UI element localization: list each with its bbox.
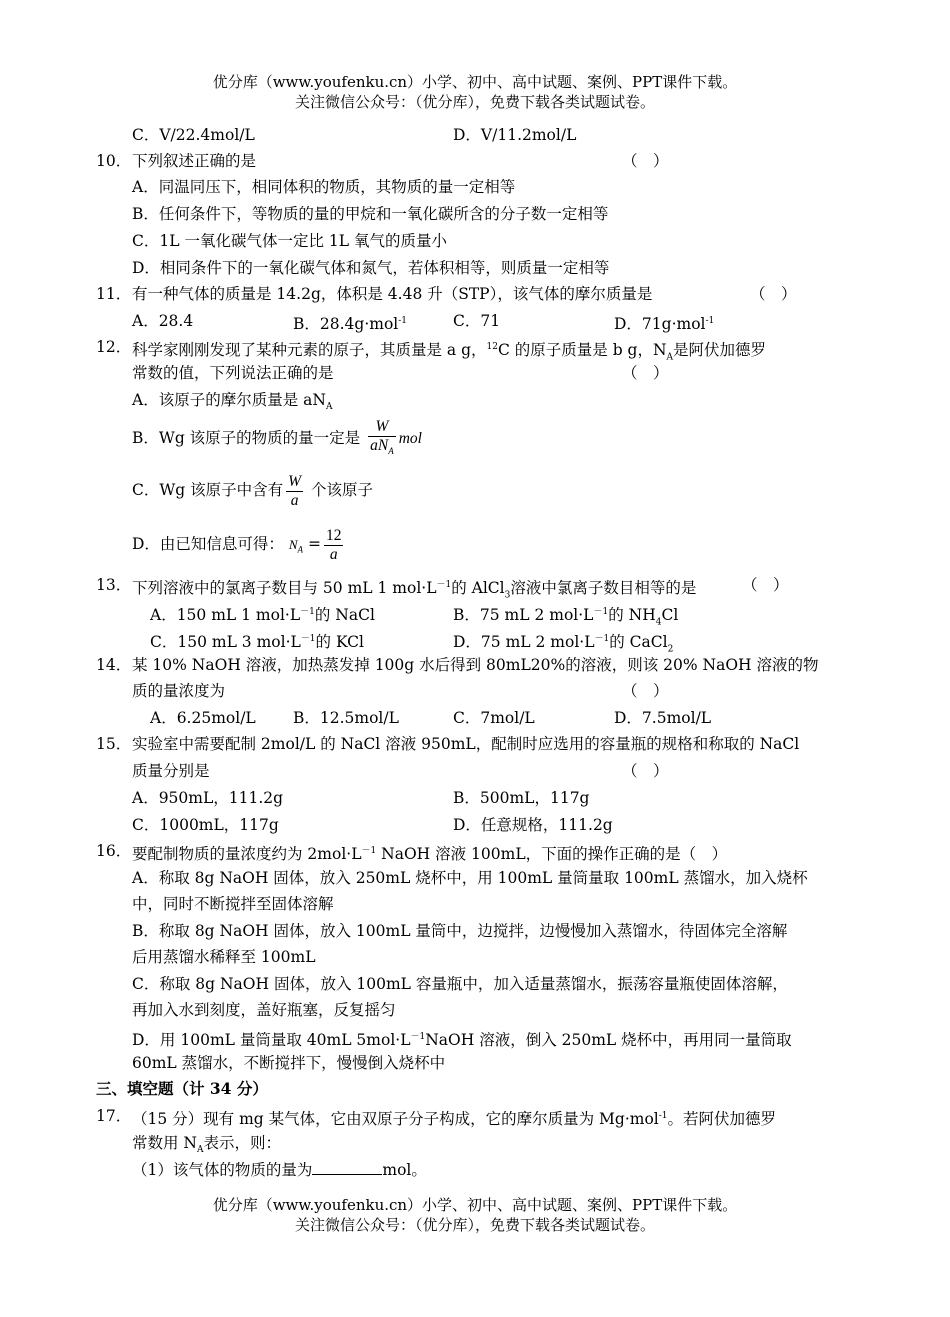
q10-answer-paren: （ ） <box>622 152 669 170</box>
q10-number: 10． <box>96 152 132 170</box>
q17-stem-line2: 常数用 $N_A$表示，则： <box>132 1134 282 1156</box>
q16-stem: 要配制物质的量浓度约为 $2mol\cdot L^{-1}$ NaOH 溶液 100mL，下面的操作正确的是（ ） <box>132 845 728 864</box>
q11-stem: 有一种气体的质量是 14.2g，体积是 4.48 升（STP），该气体的摩尔质量是 <box>132 285 653 303</box>
q14-stem-line2: 质的量浓度为 <box>132 682 226 700</box>
q14-stem-line1: 某 10% NaOH 溶液，加热蒸发掉 100g 水后得到 80mL20%的溶液，则该 20% NaOH 溶液的物 <box>132 656 819 674</box>
q14-option-a: A．6.25mol/L <box>150 709 256 727</box>
q13-option-d: D．75 mL 2 $mol\cdot L^{-1}$的 CaCl$_2$ <box>453 633 674 655</box>
q12-option-d: D．由已知信息可得： $N_A$ = $\frac{12}{a}$ <box>132 526 342 563</box>
q12-stem-line1: 科学家刚刚发现了某种元素的原子，其质量是 a g，$^{12}$C 的原子质量是 b g，$N_A$是阿伏加德罗 <box>132 341 767 363</box>
q10-option-b: B．任何条件下，等物质的量的甲烷和一氧化碳所含的分子数一定相等 <box>132 205 609 223</box>
q14-number: 14． <box>96 656 132 674</box>
q15-option-c: C．1000mL，117g <box>132 816 279 834</box>
section-3-heading: 三、填空题（计 34 分） <box>96 1079 268 1098</box>
q15-option-d: D．任意规格，111.2g <box>453 816 613 834</box>
q15-stem-line1: 实验室中需要配制 2mol/L 的 NaCl 溶液 950mL，配制时应选用的容量瓶的规格和称取的 NaCl <box>132 735 800 753</box>
q13-option-b: B．75 mL 2 $mol\cdot L^{-1}$的 $NH_4Cl$ <box>453 606 679 628</box>
q16-option-c-line2: 再加入水到刻度，盖好瓶塞，反复摇匀 <box>132 1001 396 1019</box>
q11-option-d: D．71g·mol$^{-1}$ <box>614 315 715 334</box>
q15-option-a: A．950mL，111.2g <box>132 789 284 807</box>
q11-option-c: C．71 <box>453 312 501 330</box>
q16-option-d-line1: D．用 100mL 量筒量取 40mL $5mol\cdot L^{-1}NaOH$ 溶液，倒入 250mL 烧杯中，再用同一量筒取 <box>132 1031 792 1050</box>
q17-part-1: （1）该气体的物质的量为 mol。 <box>132 1161 427 1179</box>
q12-c-fraction: $\frac{W}{a}$ <box>288 472 302 509</box>
q11-option-b: B．28.4g·mol$^{-1}$ <box>293 315 408 334</box>
q16-option-c-line1: C．称取 8g NaOH 固体，放入 100mL 容量瓶中，加入适量蒸馏水，振荡容量瓶使固体溶解， <box>132 975 788 993</box>
q15-stem-line2: 质量分别是 <box>132 762 210 780</box>
q12-stem-line2: 常数的值，下列说法正确的是 <box>132 364 334 382</box>
q14-answer-paren: （ ） <box>622 682 669 700</box>
q16-option-a-line1: A．称取 8g NaOH 固体，放入 250mL 烧杯中，用 100mL 量筒量取 100mL 蒸馏水，加入烧杯 <box>132 869 808 887</box>
q12-d-fraction: $\frac{12}{a}$ <box>325 526 342 563</box>
q12-number: 12． <box>96 338 132 356</box>
q9-option-d: D．V/11.2mol/L <box>453 126 577 144</box>
q16-number: 16． <box>96 842 132 860</box>
q10-option-a: A．同温同压下，相同体积的物质，其物质的量一定相等 <box>132 178 516 196</box>
q13-stem: 下列溶液中的氯离子数目与 50 mL 1 $mol\cdot L^{-1}$的 AlCl$_3$溶液中氯离子数目相等的是 <box>132 579 697 601</box>
q14-option-b: B．12.5mol/L <box>293 709 399 727</box>
q17-stem-line1: （15 分）现有 mg 某气体，它由双原子分子构成，它的摩尔质量为 Mg·mol$^{-1}$。若阿伏加德罗 <box>132 1110 777 1129</box>
q13-number: 13． <box>96 576 132 594</box>
q12-option-a: A．该原子的摩尔质量是 $aN_A$ <box>132 391 333 413</box>
q15-option-b: B．500mL，117g <box>453 789 590 807</box>
q16-option-a-line2: 中，同时不断搅拌至固体溶解 <box>132 895 334 913</box>
q13-option-c: C．150 mL 3 $mol\cdot L^{-1}$的 KCl <box>150 633 364 652</box>
q11-option-a: A．28.4 <box>132 312 194 330</box>
q16-option-b-line1: B．称取 8g NaOH 固体，放入 100mL 量筒中，边搅拌，边慢慢加入蒸馏水，待固体完全溶解 <box>132 922 788 940</box>
q10-option-c: C．1L 一氧化碳气体一定比 1L 氧气的质量小 <box>132 232 447 250</box>
q11-answer-paren: （ ） <box>750 285 797 303</box>
q10-stem: 下列叙述正确的是 <box>132 152 257 170</box>
q15-number: 15． <box>96 735 132 753</box>
q17-number: 17． <box>96 1107 132 1125</box>
q12-option-b: B．Wg 该原子的物质的量一定是 $\frac{W}{aN_A}$ mol <box>132 418 422 460</box>
q15-answer-paren: （ ） <box>622 762 669 780</box>
q16-option-d-line2: 60mL 蒸馏水，不断搅拌下，慢慢倒入烧杯中 <box>132 1054 446 1072</box>
q16-option-b-line2: 后用蒸馏水稀释至 100mL <box>132 948 316 966</box>
q10-option-d: D．相同条件下的一氧化碳气体和氮气，若体积相等，则质量一定相等 <box>132 259 610 277</box>
q13-answer-paren: （ ） <box>742 576 789 594</box>
q11-number: 11． <box>96 285 132 303</box>
q12-b-fraction: $\frac{W}{aN_A}$ <box>368 418 396 460</box>
q17-part-1-blank[interactable] <box>312 1160 382 1175</box>
q13-option-a: A．150 mL 1 $mol\cdot L^{-1}$的 NaCl <box>150 606 375 625</box>
q14-option-d: D．7.5mol/L <box>614 709 712 727</box>
q12-option-c: C．Wg 该原子中含有 $\frac{W}{a}$ 个该原子 <box>132 472 374 509</box>
header-line-1: 优分库（www.youfenku.cn）小学、初中、高中试题、案例、PPT课件下载。 <box>212 73 738 91</box>
header-line-2: 关注微信公众号：（优分库），免费下载各类试题试卷。 <box>294 93 655 111</box>
q14-option-c: C．7mol/L <box>453 709 535 727</box>
q12-answer-paren: （ ） <box>622 364 669 382</box>
q9-option-c: C．V/22.4mol/L <box>132 126 255 144</box>
footer-line-2: 关注微信公众号：（优分库），免费下载各类试题试卷。 <box>294 1216 655 1234</box>
footer-line-1: 优分库（www.youfenku.cn）小学、初中、高中试题、案例、PPT课件下载。 <box>212 1196 738 1214</box>
